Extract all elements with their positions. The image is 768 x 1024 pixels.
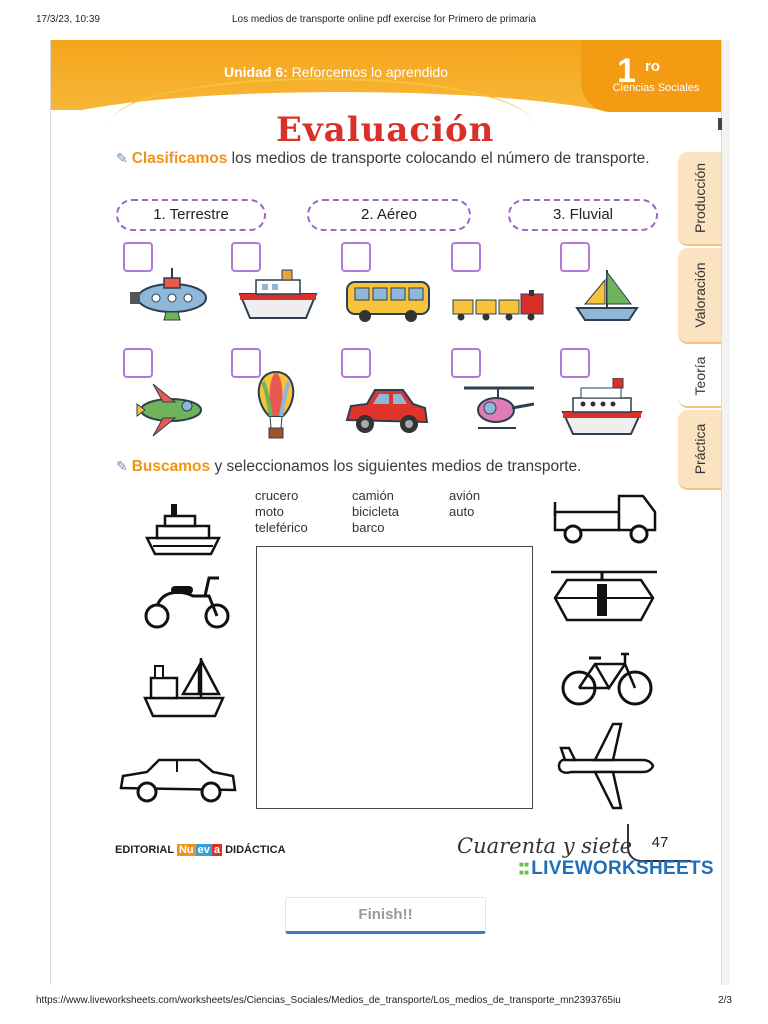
grade-badge bbox=[581, 40, 722, 112]
bicycle-outline-icon bbox=[559, 646, 655, 708]
answer-box-helicopter[interactable] bbox=[451, 348, 481, 378]
instruction-text: y seleccionamos los siguientes medios de transporte. bbox=[210, 458, 582, 475]
word-barco: barco bbox=[352, 520, 385, 535]
tab-valoracion-label: Valoración bbox=[692, 262, 708, 328]
scooter-outline-icon bbox=[139, 572, 235, 632]
word-bank bbox=[255, 488, 515, 538]
tab-practica-label: Práctica bbox=[692, 423, 708, 475]
grade-suffix: ro bbox=[645, 58, 660, 75]
grade-number: 1 bbox=[617, 52, 636, 90]
print-footer bbox=[0, 995, 768, 1009]
answer-box-bus[interactable] bbox=[341, 242, 371, 272]
word-auto: auto bbox=[449, 504, 475, 519]
car-icon bbox=[341, 384, 431, 440]
editorial-badge-ev: ev bbox=[197, 844, 210, 856]
instruction-keyword: Buscamos bbox=[131, 458, 211, 475]
pencil-icon: ✎ bbox=[116, 458, 128, 474]
editorial-logo bbox=[115, 844, 286, 856]
answer-box-car[interactable] bbox=[341, 348, 371, 378]
page-number: 47 bbox=[627, 824, 691, 862]
helicopter-icon bbox=[456, 382, 541, 440]
page-right-frame bbox=[722, 40, 730, 985]
print-document-title: Los medios de transporte online pdf exercise for Primero de primaria bbox=[231, 14, 537, 25]
subject-label: Ciencias Sociales bbox=[612, 82, 700, 94]
print-date: 17/3/23, 10:39 bbox=[36, 14, 100, 25]
truck-outline-icon bbox=[551, 492, 661, 544]
print-header bbox=[0, 14, 768, 28]
category-fluvial: 3. Fluvial bbox=[508, 199, 658, 231]
editorial-badge-nu: Nu bbox=[178, 844, 194, 856]
print-page-count: 2/3 bbox=[718, 995, 732, 1006]
side-tabs bbox=[678, 152, 722, 490]
liveworksheets-logo-text: LIVEWORKSHEETS bbox=[531, 858, 714, 879]
editorial-prefix: EDITORIAL bbox=[115, 844, 174, 856]
liveworksheets-logo bbox=[519, 858, 714, 880]
car-outline-icon bbox=[117, 756, 239, 806]
page-title: Evaluación bbox=[276, 110, 495, 150]
answer-box-cruise-ship[interactable] bbox=[560, 348, 590, 378]
tab-teoria[interactable] bbox=[678, 346, 722, 408]
instruction-classify bbox=[116, 150, 656, 167]
sailboat-icon bbox=[571, 266, 641, 326]
category-aereo: 2. Aéreo bbox=[307, 199, 471, 231]
bus-icon bbox=[343, 278, 433, 326]
answer-text-area[interactable] bbox=[256, 546, 533, 809]
answer-box-train[interactable] bbox=[451, 242, 481, 272]
category-terrestre: 1. Terrestre bbox=[116, 199, 266, 231]
word-moto: moto bbox=[255, 504, 284, 519]
word-bicicleta: bicicleta bbox=[352, 504, 399, 519]
word-camion: camión bbox=[352, 488, 394, 503]
finish-button[interactable]: Finish!! bbox=[285, 897, 486, 934]
handwritten-page-number: Cuarenta y siete bbox=[457, 834, 633, 858]
ship-icon bbox=[236, 264, 321, 326]
tab-valoracion[interactable] bbox=[678, 248, 722, 344]
instruction-search bbox=[116, 458, 586, 475]
submarine-icon bbox=[126, 262, 211, 324]
tab-produccion-label: Producción bbox=[692, 162, 708, 234]
pencil-icon: ✎ bbox=[116, 150, 128, 166]
airplane-outline-icon bbox=[555, 722, 655, 810]
frame-scroll-mark bbox=[718, 118, 722, 130]
editorial-badge-a: a bbox=[213, 844, 220, 856]
liveworksheets-logo-mark: ■■ ■■ bbox=[519, 859, 530, 877]
cable-car-outline-icon bbox=[551, 568, 657, 630]
unit-title bbox=[224, 64, 448, 80]
unit-name: Reforcemos lo aprendido bbox=[291, 64, 449, 80]
answer-box-airplane[interactable] bbox=[123, 348, 153, 378]
tab-teoria-label: Teoría bbox=[692, 356, 708, 396]
tab-produccion[interactable] bbox=[678, 152, 722, 246]
word-avion: avión bbox=[449, 488, 481, 503]
editorial-suffix: DIDÁCTICA bbox=[225, 844, 286, 856]
instruction-keyword: Clasificamos bbox=[131, 150, 228, 167]
instruction-text: los medios de transporte colocando el número de transporte. bbox=[227, 150, 650, 167]
cruise-ship-outline-icon bbox=[143, 502, 223, 558]
print-url: https://www.liveworksheets.com/worksheets/es/Ciencias_Sociales/Medios_de_transporte/Los_medios_de_transporte_mn2393765iu bbox=[36, 995, 621, 1006]
worksheet-page bbox=[50, 40, 722, 985]
boat-outline-icon bbox=[141, 656, 227, 720]
airplane-icon bbox=[131, 380, 213, 440]
unit-label: Unidad 6: bbox=[224, 64, 288, 80]
tab-practica[interactable] bbox=[678, 410, 722, 490]
train-icon bbox=[451, 290, 546, 324]
hot-air-balloon-icon bbox=[251, 370, 301, 442]
cruise-ship-icon bbox=[559, 378, 644, 440]
word-teleferico: teleférico bbox=[255, 520, 308, 535]
word-crucero: crucero bbox=[255, 488, 299, 503]
